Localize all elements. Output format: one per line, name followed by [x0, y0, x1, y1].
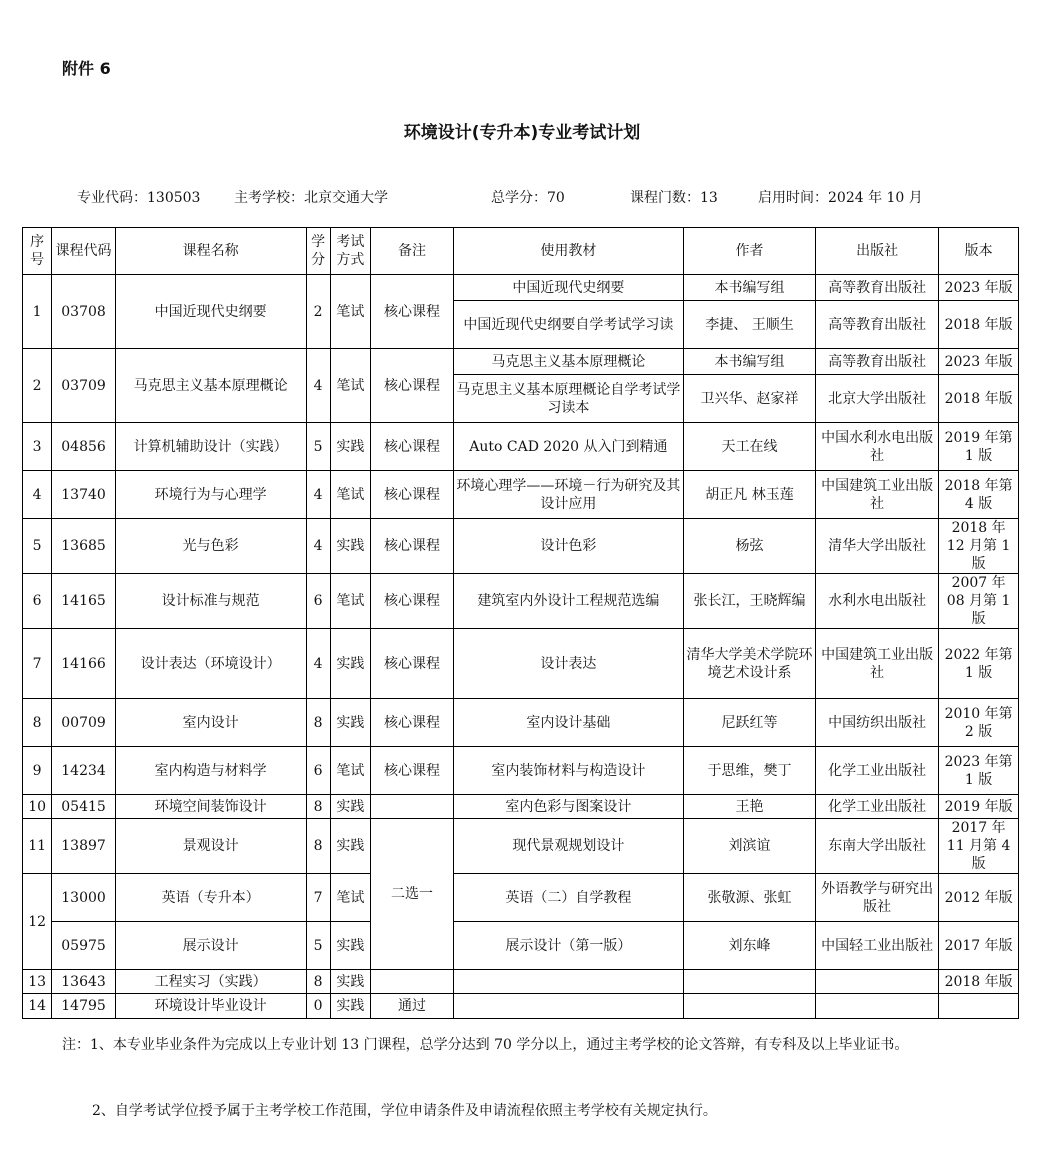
- cell-name: 光与色彩: [115, 519, 306, 574]
- cell-name: 计算机辅助设计（实践）: [115, 423, 306, 471]
- document-title: 环境设计(专升本)专业考试计划: [403, 123, 641, 143]
- cell-edition: 2018 年版: [939, 375, 1019, 423]
- cell-edition: 2007 年 08 月第 1 版: [939, 574, 1019, 629]
- cell-code: 13740: [52, 471, 116, 519]
- cell-exam: 笔试: [330, 747, 370, 795]
- table-row: [23, 922, 1019, 970]
- cell-no: 13: [23, 970, 52, 994]
- table-row: [23, 471, 1019, 519]
- cell-code: 14165: [52, 574, 116, 629]
- table-row: [23, 423, 1019, 471]
- cell-code: 00709: [52, 699, 116, 747]
- cell-author: 天工在线: [683, 423, 815, 471]
- attachment-label: 附件 6: [62, 59, 111, 78]
- header-publisher: 出版社: [816, 228, 939, 275]
- table-row: [23, 819, 1019, 874]
- header-no: 序号: [23, 228, 52, 275]
- cell-remark: 核心课程: [371, 574, 454, 629]
- cell-remark: [371, 970, 454, 994]
- header-author: 作者: [683, 228, 815, 275]
- cell-textbook: 室内装饰材料与构造设计: [453, 747, 683, 795]
- cell-textbook: 马克思主义基本原理概论: [453, 349, 683, 375]
- cell-publisher: 中国纺织出版社: [816, 699, 939, 747]
- notes-section: [62, 1036, 992, 1055]
- table-row: [23, 874, 1019, 922]
- cell-exam: 实践: [330, 970, 370, 994]
- header-textbook: 使用教材: [453, 228, 683, 275]
- cell-edition: 2022 年第 1 版: [939, 629, 1019, 699]
- cell-author: 王艳: [683, 795, 815, 819]
- cell-author: 尼跃红等: [683, 699, 815, 747]
- cell-author: 刘东峰: [683, 922, 815, 970]
- cell-textbook: 马克思主义基本原理概论自学考试学习读本: [453, 375, 683, 423]
- cell-publisher: 化学工业出版社: [816, 747, 939, 795]
- cell-edition: 2012 年版: [939, 874, 1019, 922]
- cell-publisher: 化学工业出版社: [816, 795, 939, 819]
- cell-credit: 5: [306, 922, 330, 970]
- cell-credit: 8: [306, 795, 330, 819]
- cell-publisher: 高等教育出版社: [816, 349, 939, 375]
- cell-exam: 实践: [330, 699, 370, 747]
- note-degree-policy: 2、自学考试学位授予属于主考学校工作范围，学位申请条件及申请流程依照主考学校有关规定执行。: [92, 1103, 717, 1119]
- exam-plan-table: [22, 227, 1019, 1019]
- cell-code: 05415: [52, 795, 116, 819]
- total-credits: 总学分：70: [491, 190, 565, 206]
- cell-code: 13685: [52, 519, 116, 574]
- cell-edition: 2023 年第 1 版: [939, 747, 1019, 795]
- cell-textbook: 现代景观规划设计: [453, 819, 683, 874]
- cell-name: 展示设计: [115, 922, 306, 970]
- major-code: 专业代码：130503: [77, 190, 201, 206]
- header-course-code: 课程代码: [52, 228, 116, 275]
- cell-edition: 2018 年版: [939, 970, 1019, 994]
- cell-textbook: 英语（二）自学教程: [453, 874, 683, 922]
- cell-no: 6: [23, 574, 52, 629]
- cell-remark: 核心课程: [371, 423, 454, 471]
- cell-author: [683, 994, 815, 1019]
- cell-no: 11: [23, 819, 52, 874]
- cell-author: 李捷、 王顺生: [683, 301, 815, 349]
- table-row: [23, 349, 1019, 375]
- cell-no: 14: [23, 994, 52, 1019]
- cell-exam: 实践: [330, 795, 370, 819]
- cell-credit: 6: [306, 574, 330, 629]
- cell-edition: [939, 994, 1019, 1019]
- cell-author: 于思维，樊丁: [683, 747, 815, 795]
- cell-author: 卫兴华、赵家祥: [683, 375, 815, 423]
- cell-credit: 8: [306, 970, 330, 994]
- cell-author: 张敬源、张虹: [683, 874, 815, 922]
- cell-code: 04856: [52, 423, 116, 471]
- table-row: [23, 629, 1019, 699]
- cell-credit: 2: [306, 275, 330, 349]
- cell-name: 环境行为与心理学: [115, 471, 306, 519]
- cell-publisher: 东南大学出版社: [816, 819, 939, 874]
- cell-edition: 2018 年第 4 版: [939, 471, 1019, 519]
- cell-no: 12: [23, 874, 52, 970]
- cell-remark: 核心课程: [371, 471, 454, 519]
- cell-edition: 2018 年 12 月第 1 版: [939, 519, 1019, 574]
- table-row: [23, 519, 1019, 574]
- cell-publisher: 中国轻工业出版社: [816, 922, 939, 970]
- header-exam-type: 考试方式: [330, 228, 370, 275]
- cell-publisher: 中国建筑工业出版社: [816, 471, 939, 519]
- cell-textbook: Auto CAD 2020 从入门到精通: [453, 423, 683, 471]
- cell-code: 03708: [52, 275, 116, 349]
- cell-exam: 笔试: [330, 471, 370, 519]
- cell-credit: 4: [306, 349, 330, 423]
- cell-code: 13000: [52, 874, 116, 922]
- cell-textbook: 室内设计基础: [453, 699, 683, 747]
- cell-no: 8: [23, 699, 52, 747]
- cell-textbook: 室内色彩与图案设计: [453, 795, 683, 819]
- cell-name: 英语（专升本）: [115, 874, 306, 922]
- cell-remark-elective: 二选一: [371, 819, 454, 970]
- cell-textbook: 设计表达: [453, 629, 683, 699]
- table-row: [23, 795, 1019, 819]
- cell-author: 刘滨谊: [683, 819, 815, 874]
- cell-textbook: 环境心理学——环境－行为研究及其设计应用: [453, 471, 683, 519]
- cell-exam: 实践: [330, 519, 370, 574]
- cell-publisher: [816, 994, 939, 1019]
- cell-no: 10: [23, 795, 52, 819]
- cell-code: 13897: [52, 819, 116, 874]
- cell-no: 1: [23, 275, 52, 349]
- cell-author: 清华大学美术学院环境艺术设计系: [683, 629, 815, 699]
- cell-publisher: 中国水利水电出版社: [816, 423, 939, 471]
- cell-exam: 实践: [330, 994, 370, 1019]
- cell-textbook: 中国近现代史纲要: [453, 275, 683, 301]
- cell-textbook: 设计色彩: [453, 519, 683, 574]
- table-row: [23, 747, 1019, 795]
- cell-publisher: 清华大学出版社: [816, 519, 939, 574]
- cell-edition: 2017 年 11 月第 4 版: [939, 819, 1019, 874]
- cell-code: 05975: [52, 922, 116, 970]
- cell-credit: 8: [306, 699, 330, 747]
- cell-code: 14166: [52, 629, 116, 699]
- header-course-name: 课程名称: [115, 228, 306, 275]
- cell-edition: 2023 年版: [939, 275, 1019, 301]
- cell-publisher: 外语教学与研究出版社: [816, 874, 939, 922]
- cell-credit: 5: [306, 423, 330, 471]
- cell-remark: 核心课程: [371, 629, 454, 699]
- cell-edition: 2019 年版: [939, 795, 1019, 819]
- cell-publisher: 水利水电出版社: [816, 574, 939, 629]
- cell-publisher: [816, 970, 939, 994]
- cell-author: 杨弦: [683, 519, 815, 574]
- cell-remark: 通过: [371, 994, 454, 1019]
- cell-remark: 核心课程: [371, 519, 454, 574]
- cell-author: 本书编写组: [683, 275, 815, 301]
- cell-publisher: 高等教育出版社: [816, 301, 939, 349]
- cell-author: 张长江，王晓辉编: [683, 574, 815, 629]
- cell-edition: 2017 年版: [939, 922, 1019, 970]
- table-header-row: [23, 228, 1019, 275]
- cell-no: 9: [23, 747, 52, 795]
- cell-name: 环境设计毕业设计: [115, 994, 306, 1019]
- cell-name: 设计标准与规范: [115, 574, 306, 629]
- header-remark: 备注: [371, 228, 454, 275]
- exam-school: 主考学校：北京交通大学: [234, 190, 388, 206]
- cell-credit: 4: [306, 629, 330, 699]
- cell-textbook: 展示设计（第一版）: [453, 922, 683, 970]
- cell-remark: 核心课程: [371, 747, 454, 795]
- cell-name: 室内构造与材料学: [115, 747, 306, 795]
- cell-no: 4: [23, 471, 52, 519]
- table-row: [23, 275, 1019, 301]
- header-credit: 学分: [306, 228, 330, 275]
- cell-credit: 4: [306, 519, 330, 574]
- course-count: 课程门数：13: [630, 190, 718, 206]
- cell-name: 环境空间装饰设计: [115, 795, 306, 819]
- cell-name: 景观设计: [115, 819, 306, 874]
- cell-author: [683, 970, 815, 994]
- cell-publisher: 中国建筑工业出版社: [816, 629, 939, 699]
- cell-exam: 笔试: [330, 275, 370, 349]
- cell-name: 马克思主义基本原理概论: [115, 349, 306, 423]
- cell-exam: 笔试: [330, 574, 370, 629]
- cell-textbook: [453, 994, 683, 1019]
- cell-edition: 2023 年版: [939, 349, 1019, 375]
- cell-no: 2: [23, 349, 52, 423]
- cell-edition: 2019 年第 1 版: [939, 423, 1019, 471]
- cell-no: 7: [23, 629, 52, 699]
- cell-textbook: 中国近现代史纲要自学考试学习读: [453, 301, 683, 349]
- cell-exam: 实践: [330, 819, 370, 874]
- cell-exam: 笔试: [330, 874, 370, 922]
- cell-name: 设计表达（环境设计）: [115, 629, 306, 699]
- cell-credit: 6: [306, 747, 330, 795]
- header-edition: 版本: [939, 228, 1019, 275]
- cell-code: 14795: [52, 994, 116, 1019]
- cell-exam: 笔试: [330, 349, 370, 423]
- cell-exam: 实践: [330, 423, 370, 471]
- cell-edition: 2010 年第 2 版: [939, 699, 1019, 747]
- cell-code: 03709: [52, 349, 116, 423]
- table-row: [23, 574, 1019, 629]
- cell-credit: 8: [306, 819, 330, 874]
- cell-remark: 核心课程: [371, 349, 454, 423]
- cell-exam: 实践: [330, 629, 370, 699]
- cell-remark: [371, 795, 454, 819]
- cell-name: 室内设计: [115, 699, 306, 747]
- cell-credit: 7: [306, 874, 330, 922]
- cell-publisher: 北京大学出版社: [816, 375, 939, 423]
- cell-name: 工程实习（实践）: [115, 970, 306, 994]
- cell-remark: 核心课程: [371, 699, 454, 747]
- cell-name: 中国近现代史纲要: [115, 275, 306, 349]
- cell-textbook: 建筑室内外设计工程规范选编: [453, 574, 683, 629]
- cell-exam: 实践: [330, 922, 370, 970]
- table-row: [23, 699, 1019, 747]
- cell-no: 3: [23, 423, 52, 471]
- cell-textbook: [453, 970, 683, 994]
- cell-code: 13643: [52, 970, 116, 994]
- note-graduation-requirement: 注：1、本专业毕业条件为完成以上专业计划 13 门课程，总学分达到 70 学分以上，通过主考学校的论文答辩，有专科及以上毕业证书。: [62, 1037, 909, 1053]
- cell-code: 14234: [52, 747, 116, 795]
- cell-edition: 2018 年版: [939, 301, 1019, 349]
- cell-author: 胡正凡 林玉莲: [683, 471, 815, 519]
- table-row: [23, 994, 1019, 1019]
- start-time: 启用时间：2024 年 10 月: [758, 190, 923, 206]
- table-row: [23, 970, 1019, 994]
- cell-remark: 核心课程: [371, 275, 454, 349]
- cell-publisher: 高等教育出版社: [816, 275, 939, 301]
- cell-no: 5: [23, 519, 52, 574]
- cell-credit: 4: [306, 471, 330, 519]
- cell-credit: 0: [306, 994, 330, 1019]
- cell-author: 本书编写组: [683, 349, 815, 375]
